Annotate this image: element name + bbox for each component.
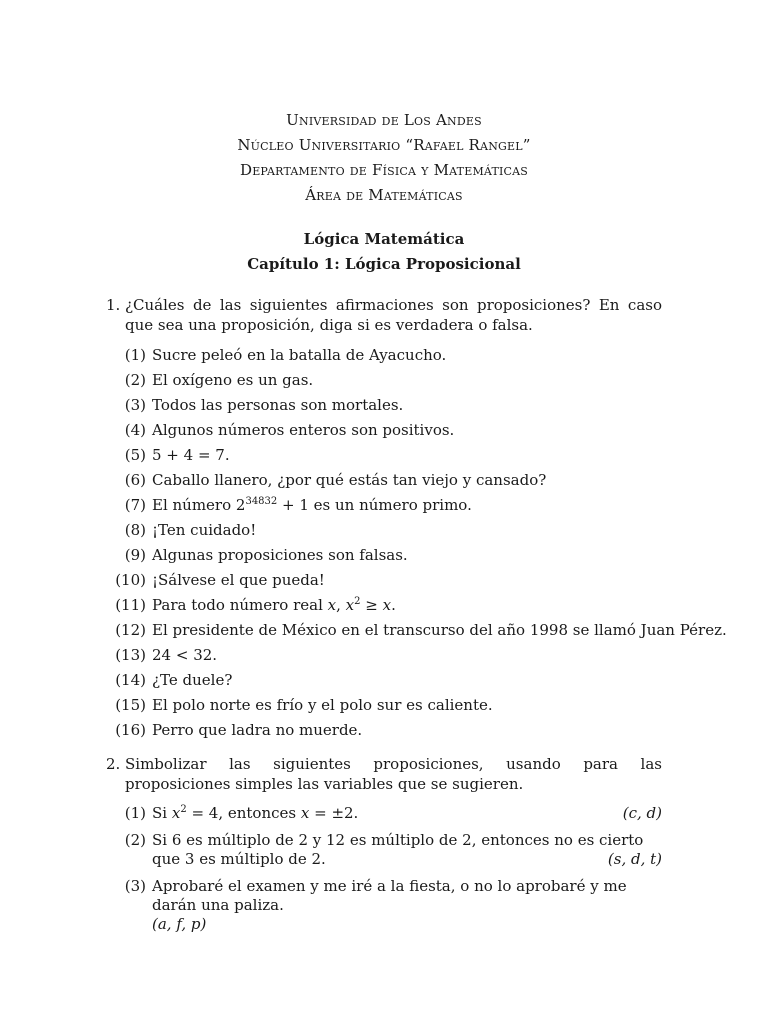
- item-number: (3): [124, 877, 146, 895]
- list-item: [106, 804, 662, 829]
- math-variable: x: [345, 596, 355, 614]
- list-item: [106, 877, 662, 933]
- list-item: [106, 468, 662, 493]
- list-item: [106, 593, 662, 618]
- item-number: (9): [124, 546, 146, 564]
- suggested-variables: (s, d, t): [607, 850, 662, 868]
- item-text: [152, 804, 662, 823]
- item-number: (16): [115, 721, 146, 739]
- exponent: 2: [354, 596, 361, 607]
- document-titles: [0, 227, 768, 277]
- item-text: 24 < 32.: [152, 646, 218, 664]
- item-text: ¿Te duele?: [152, 671, 233, 689]
- list-item: [106, 518, 662, 543]
- math-variable: x: [327, 596, 337, 614]
- item-text: ¡Ten cuidado!: [152, 521, 257, 539]
- institution-header: [0, 108, 768, 208]
- question-1: [106, 295, 662, 335]
- item-text-part: Si: [152, 804, 172, 822]
- item-text: Algunas proposiciones son falsas.: [152, 546, 408, 564]
- item-number: (14): [115, 671, 146, 689]
- item-number: (3): [124, 396, 146, 414]
- course-title: Lógica Matemática: [303, 230, 465, 248]
- item-text-part: .: [391, 596, 396, 614]
- item-text: ¡Sálvese el que pueda!: [152, 571, 325, 589]
- item-number: (7): [124, 496, 146, 514]
- math-variable: x: [382, 596, 392, 614]
- item-text-part: Para todo número real: [152, 596, 328, 614]
- list-item: [106, 343, 662, 368]
- item-number: (5): [124, 446, 146, 464]
- item-text: El presidente de México en el transcurso del año 1998 se llamó Juan Pérez.: [152, 621, 727, 639]
- question-text: Simbolizar las siguientes proposiciones, usando para las proposiciones simples las variables que se sugieren.: [125, 755, 662, 793]
- item-number: (13): [115, 646, 146, 664]
- item-text-part: Si 6 es múltiplo de 2 y 12 es múltiplo de 2, entonces no es cierto que 3 es múltiplo de 2.: [152, 831, 644, 868]
- exponent: 2: [180, 804, 187, 815]
- item-number: (1): [124, 346, 146, 364]
- list-item: [106, 643, 662, 668]
- exponent: 34832: [245, 496, 278, 507]
- item-text: [152, 877, 662, 934]
- chapter-title: Capítulo 1: Lógica Proposicional: [247, 255, 521, 273]
- question-number: 2.: [106, 755, 121, 773]
- item-text-part: = ±2.: [309, 804, 359, 822]
- item-text: El oxígeno es un gas.: [152, 371, 314, 389]
- item-number: (4): [124, 421, 146, 439]
- item-number: (6): [124, 471, 146, 489]
- math-variable: x: [171, 804, 181, 822]
- item-text: Todos las personas son mortales.: [152, 396, 404, 414]
- list-item: [106, 618, 727, 643]
- item-number: (11): [115, 596, 146, 614]
- campus-name: Núcleo Universitario “Rafael Rangel”: [237, 136, 531, 154]
- list-item: [106, 368, 662, 393]
- item-text: Sucre peleó en la batalla de Ayacucho.: [152, 346, 447, 364]
- item-text: [152, 493, 662, 518]
- item-number: (10): [115, 571, 146, 589]
- item-number: (8): [124, 521, 146, 539]
- list-item: [106, 693, 662, 718]
- department-name: Departamento de Física y Matemáticas: [239, 161, 529, 179]
- list-item: [106, 418, 662, 443]
- item-text-part: + 1 es un número primo.: [277, 496, 472, 514]
- item-text: Perro que ladra no muerde.: [152, 721, 363, 739]
- item-number: (12): [115, 621, 146, 639]
- item-text-part: El número 2: [152, 496, 246, 514]
- question-1-items: [106, 343, 727, 743]
- list-item: [106, 543, 662, 568]
- item-text-part: Aprobaré el examen y me iré a la fiesta, o no lo aprobaré y me darán una paliza.: [152, 877, 627, 914]
- item-number: (1): [124, 804, 146, 822]
- area-name: Área de Matemáticas: [305, 186, 463, 204]
- suggested-variables: (c, d): [622, 804, 662, 822]
- item-number: (2): [124, 371, 146, 389]
- item-number: (2): [124, 831, 146, 849]
- list-item: [106, 393, 662, 418]
- item-text: [152, 593, 662, 618]
- item-text: [152, 831, 662, 869]
- math-variable: x: [300, 804, 310, 822]
- list-item: [106, 493, 662, 518]
- question-2-items: [106, 804, 662, 933]
- question-number: 1.: [106, 296, 121, 314]
- list-item: [106, 443, 662, 468]
- list-item: [106, 668, 662, 693]
- list-item: [106, 831, 662, 875]
- item-text: El polo norte es frío y el polo sur es caliente.: [152, 696, 493, 714]
- list-item: [106, 568, 662, 593]
- question-text: ¿Cuáles de las siguientes afirmaciones son proposiciones? En caso que sea una proposición, diga si es verdadera o falsa.: [125, 296, 662, 334]
- item-text: Caballo llanero, ¿por qué estás tan viejo y cansado?: [152, 471, 547, 489]
- list-item: [106, 718, 662, 743]
- university-name: Universidad de Los Andes: [286, 111, 482, 129]
- suggested-variables: (a, f, p): [152, 915, 207, 933]
- item-number: (15): [115, 696, 146, 714]
- item-text-part: ,: [336, 596, 346, 614]
- item-text: Algunos números enteros son positivos.: [152, 421, 455, 439]
- item-text-part: ≥: [360, 596, 383, 614]
- item-text-part: = 4, entonces: [186, 804, 301, 822]
- question-2: [106, 754, 662, 794]
- item-text: 5 + 4 = 7.: [152, 446, 230, 464]
